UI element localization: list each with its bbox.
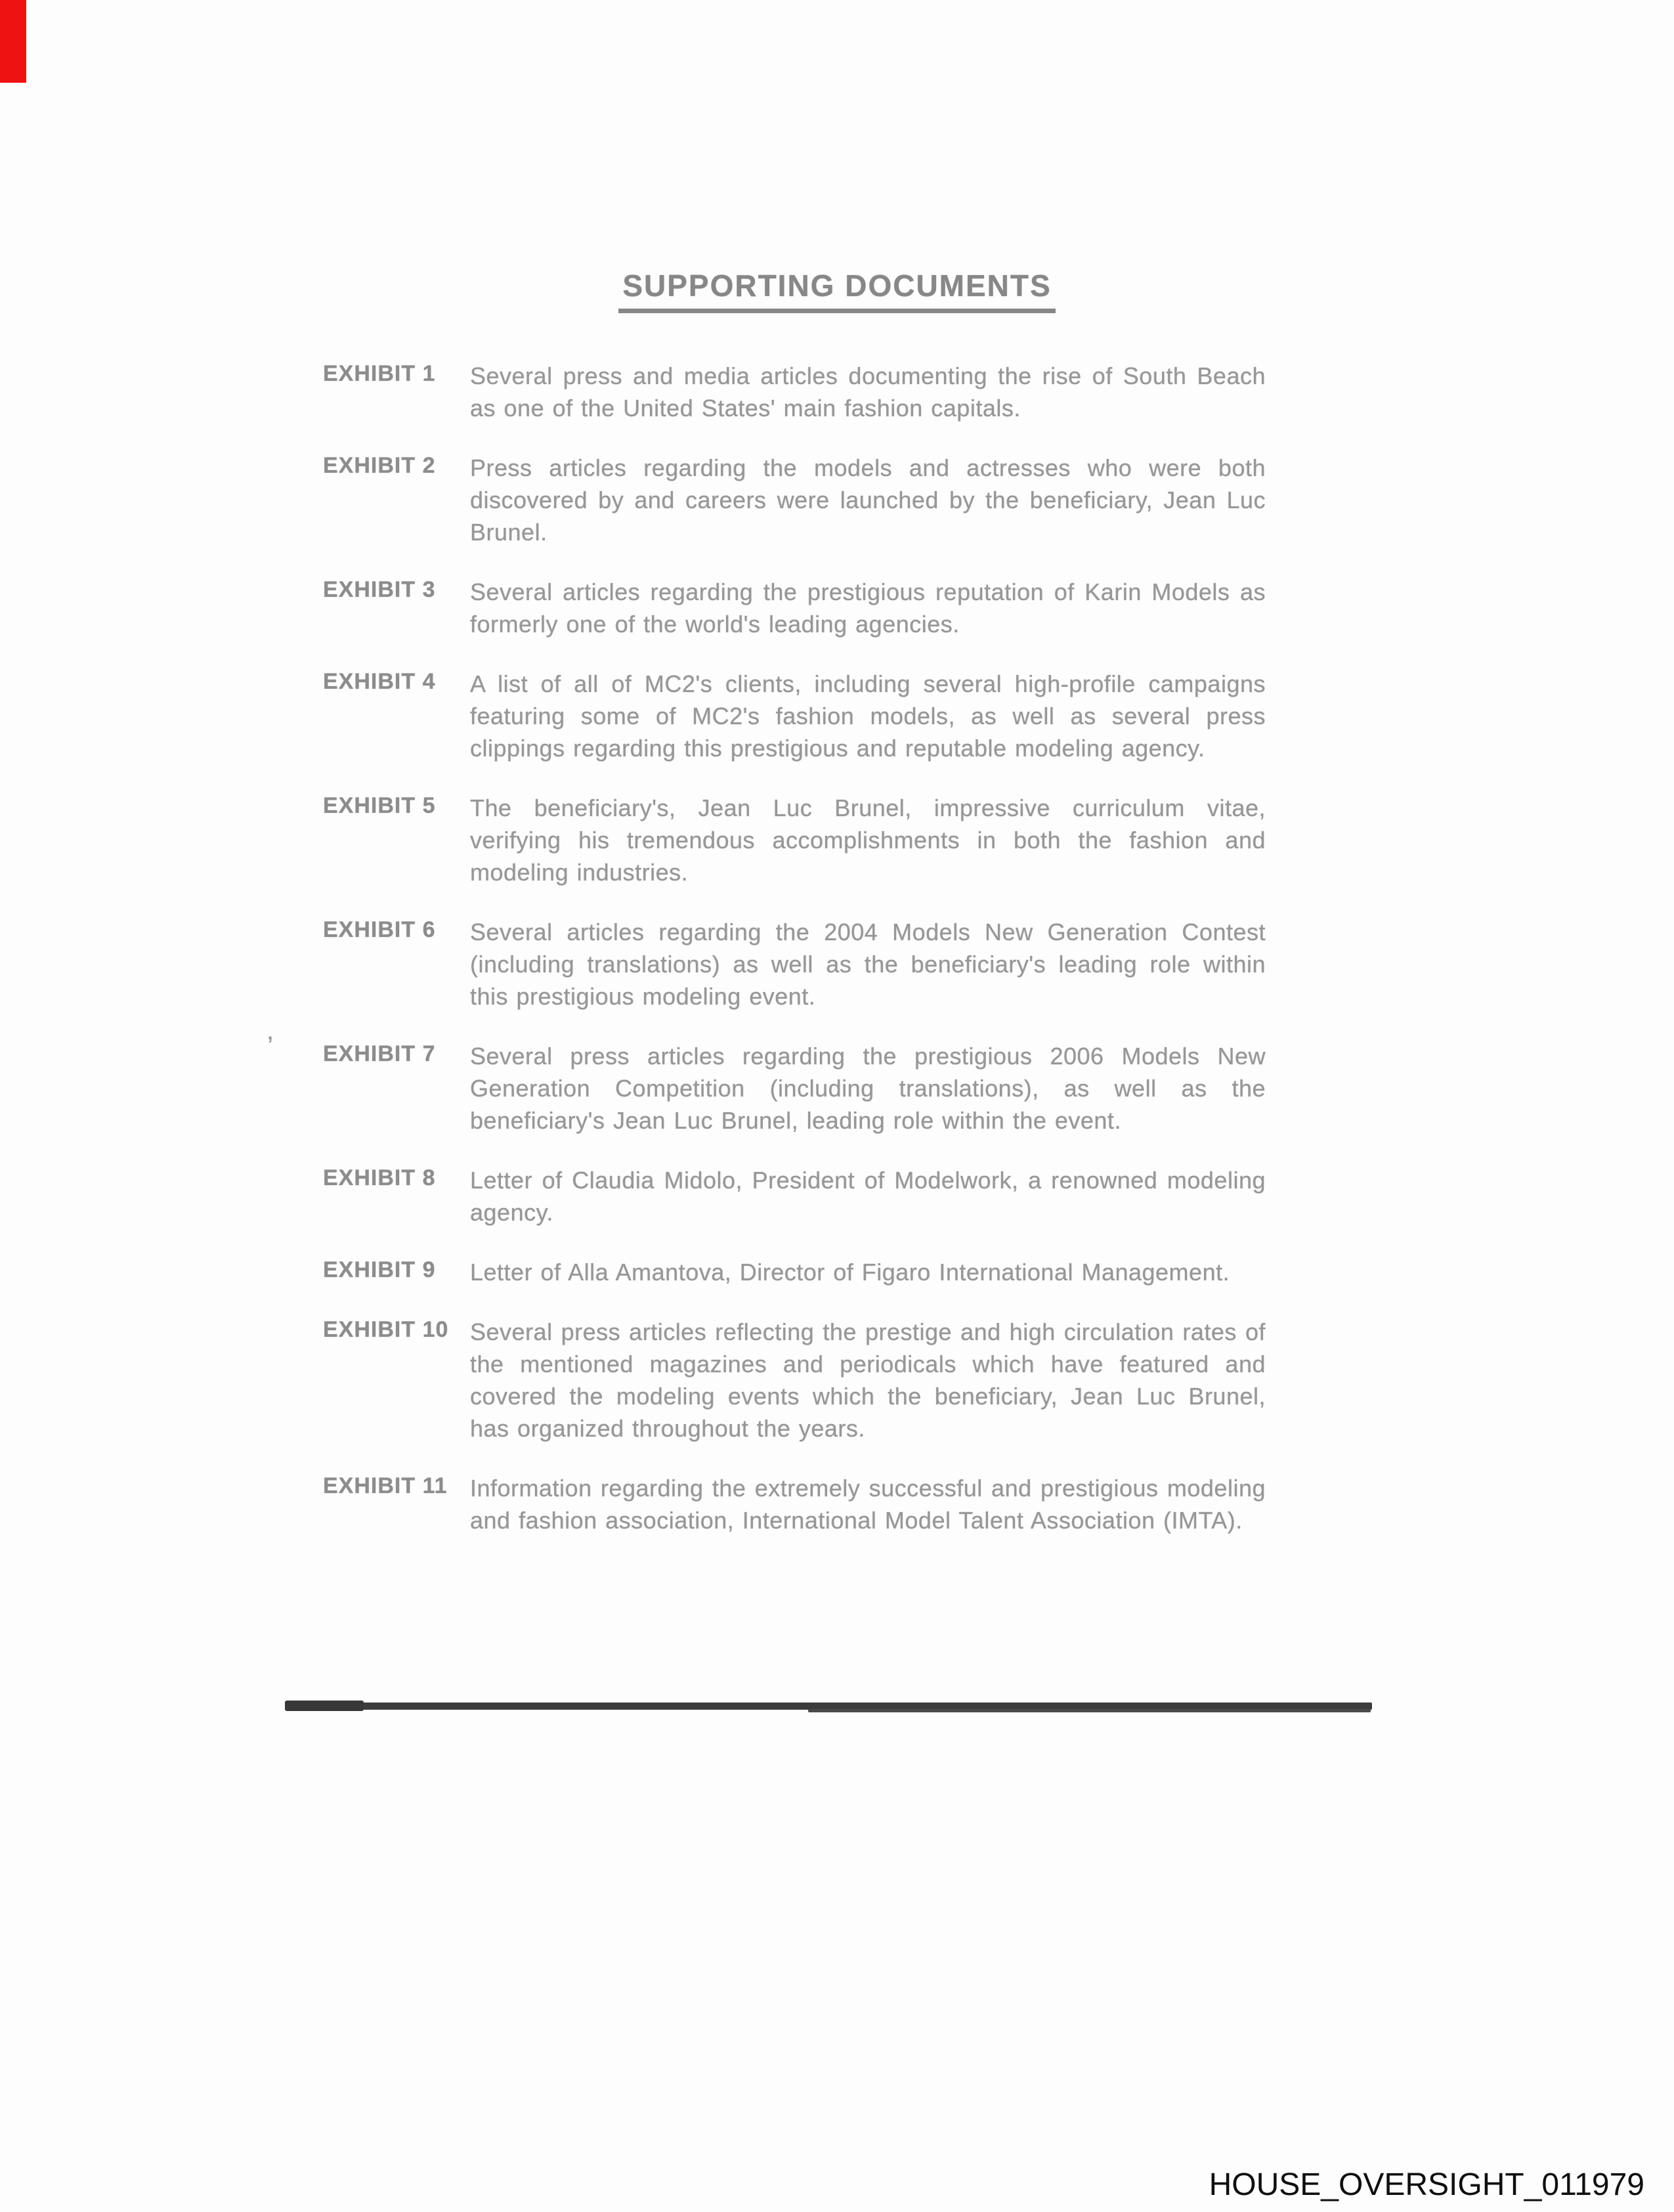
exhibit-label: EXHIBIT 11 xyxy=(323,1473,448,1498)
exhibit-label: EXHIBIT 10 xyxy=(323,1317,449,1342)
exhibit-text: Information regarding the extremely successful and prestigious modeling and fashion association, International Model Talent Association (IMTA). xyxy=(470,1475,1266,1534)
exhibit-text: Several press and media articles documenting the rise of South Beach as one of the United States' main fashion capitals. xyxy=(470,362,1266,422)
bates-number: HOUSE_OVERSIGHT_011979 xyxy=(1209,2167,1644,2202)
exhibit-text: Several press articles regarding the prestigious 2006 Models New Generation Competition (including translations), as well as the beneficiary's Jean Luc Brunel, leading role within the event. xyxy=(470,1043,1266,1134)
exhibit-label: EXHIBIT 3 xyxy=(323,577,436,602)
page-title: SUPPORTING DOCUMENTS xyxy=(618,268,1055,313)
horizontal-rule xyxy=(288,1702,1372,1710)
exhibit-text: Letter of Alla Amantova, Director of Figaro International Management. xyxy=(470,1259,1230,1286)
exhibit-label: EXHIBIT 9 xyxy=(323,1257,436,1282)
exhibit-list xyxy=(323,360,1268,1564)
exhibit-text: Several press articles reflecting the prestige and high circulation rates of the mentioned magazines and periodicals which have featured and covered the modeling events which the beneficiary, Jean Luc Brunel, has organized throughout the years. xyxy=(470,1318,1266,1442)
exhibit-label: EXHIBIT 2 xyxy=(323,453,436,478)
title-container xyxy=(0,268,1674,313)
exhibit-row xyxy=(323,360,1268,424)
exhibit-label: EXHIBIT 6 xyxy=(323,917,436,942)
exhibit-text: Several articles regarding the 2004 Models New Generation Contest (including translations) as well as the beneficiary's leading role within this prestigious modeling event. xyxy=(470,919,1266,1010)
exhibit-text: The beneficiary's, Jean Luc Brunel, impressive curriculum vitae, verifying his tremendous accomplishments in both the fashion and modeling industries. xyxy=(470,794,1266,886)
exhibit-row xyxy=(323,1256,1268,1288)
exhibit-row xyxy=(323,668,1268,764)
exhibit-row xyxy=(323,916,1268,1012)
exhibit-label: EXHIBIT 1 xyxy=(323,361,436,386)
exhibit-row xyxy=(323,576,1268,640)
exhibit-text: Several articles regarding the prestigious reputation of Karin Models as formerly one of the world's leading agencies. xyxy=(470,578,1266,638)
exhibit-row xyxy=(323,1164,1268,1228)
exhibit-row xyxy=(323,792,1268,888)
stray-comma-scan-mark: , xyxy=(267,1016,274,1045)
exhibit-text: A list of all of MC2's clients, including several high-profile campaigns featuring some of MC2's fashion models, as well as several press clippings regarding this prestigious and reputable modeling agency. xyxy=(470,670,1266,762)
exhibit-row xyxy=(323,452,1268,548)
exhibit-row xyxy=(323,1316,1268,1444)
exhibit-label: EXHIBIT 5 xyxy=(323,793,436,818)
exhibit-label: EXHIBIT 4 xyxy=(323,669,436,694)
red-scan-artifact xyxy=(0,0,26,83)
exhibit-text: Press articles regarding the models and actresses who were both discovered by and careers were launched by the beneficiary, Jean Luc Brunel. xyxy=(470,454,1266,546)
exhibit-text: Letter of Claudia Midolo, President of Modelwork, a renowned modeling agency. xyxy=(470,1167,1266,1226)
exhibit-row xyxy=(323,1040,1268,1137)
exhibit-label: EXHIBIT 7 xyxy=(323,1041,436,1066)
exhibit-label: EXHIBIT 8 xyxy=(323,1165,436,1190)
exhibit-row xyxy=(323,1472,1268,1536)
